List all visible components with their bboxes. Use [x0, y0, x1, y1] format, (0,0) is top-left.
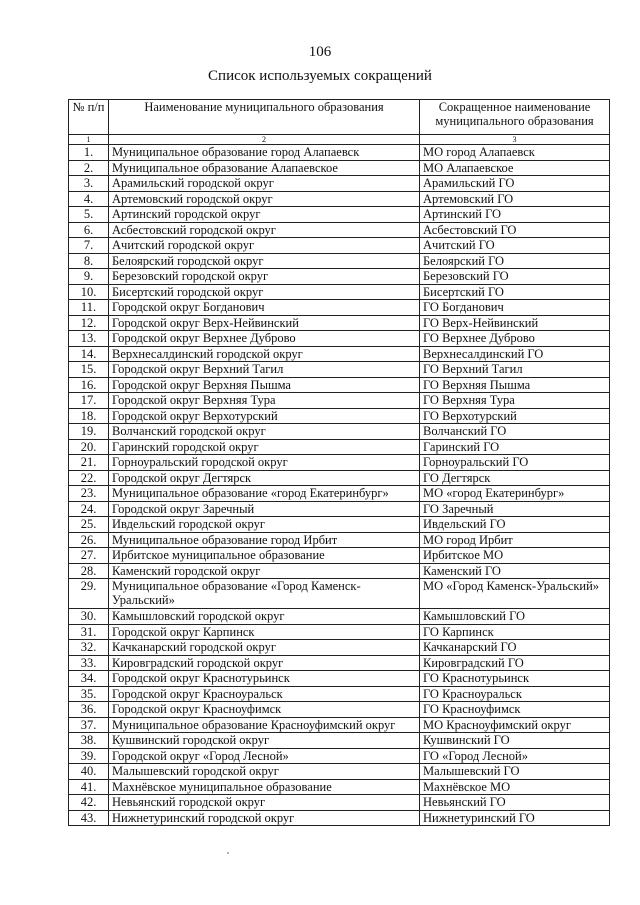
row-number: 41.: [69, 779, 109, 795]
row-number: 30.: [69, 609, 109, 625]
municipality-name: Муниципальное образование город Алапаевск: [109, 145, 420, 161]
row-number: 15.: [69, 362, 109, 378]
short-name: Асбестовский ГО: [420, 222, 610, 238]
municipality-name: Нижнетуринский городской округ: [109, 810, 420, 826]
table-body: [69, 145, 610, 826]
row-number: 8.: [69, 253, 109, 269]
header-name: Наименование муниципального образования: [109, 100, 420, 135]
row-number: 28.: [69, 563, 109, 579]
short-name: Белоярский ГО: [420, 253, 610, 269]
table-row: [69, 717, 610, 733]
column-number: 2: [109, 135, 420, 145]
municipality-name: Городской округ Богданович: [109, 300, 420, 316]
row-number: 3.: [69, 176, 109, 192]
row-number: 14.: [69, 346, 109, 362]
municipality-name: Городской округ Верхнее Дуброво: [109, 331, 420, 347]
row-number: 17.: [69, 393, 109, 409]
row-number: 26.: [69, 532, 109, 548]
short-name: Невьянский ГО: [420, 795, 610, 811]
column-number: 1: [69, 135, 109, 145]
short-name: Кушвинский ГО: [420, 733, 610, 749]
municipality-name: Городской округ Верх-Нейвинский: [109, 315, 420, 331]
table-row: [69, 176, 610, 192]
table-row: [69, 764, 610, 780]
row-number: 38.: [69, 733, 109, 749]
municipality-name: Волчанский городской округ: [109, 424, 420, 440]
abbreviations-table: [68, 99, 610, 826]
municipality-name: Качканарский городской округ: [109, 640, 420, 656]
table-row: [69, 532, 610, 548]
table-row: [69, 455, 610, 471]
short-name: Бисертский ГО: [420, 284, 610, 300]
row-number: 10.: [69, 284, 109, 300]
table-row: [69, 222, 610, 238]
table-row: [69, 408, 610, 424]
row-number: 43.: [69, 810, 109, 826]
row-number: 33.: [69, 655, 109, 671]
row-number: 24.: [69, 501, 109, 517]
municipality-name: Ивдельский городской округ: [109, 517, 420, 533]
short-name: Березовский ГО: [420, 269, 610, 285]
table-row: [69, 501, 610, 517]
table-row: [69, 377, 610, 393]
table-row: [69, 624, 610, 640]
short-name: Артемовский ГО: [420, 191, 610, 207]
municipality-name: Муниципальное образование «город Екатеринбург»: [109, 486, 420, 502]
short-name: МО город Алапаевск: [420, 145, 610, 161]
table-row: [69, 779, 610, 795]
table-row: [69, 548, 610, 564]
municipality-name: Асбестовский городской округ: [109, 222, 420, 238]
row-number: 18.: [69, 408, 109, 424]
header-short-name: Сокращенное наименование муниципального образования: [420, 100, 610, 135]
table-row: [69, 733, 610, 749]
row-number: 21.: [69, 455, 109, 471]
short-name: ГО Заречный: [420, 501, 610, 517]
municipality-name: Городской округ Заречный: [109, 501, 420, 517]
short-name: Качканарский ГО: [420, 640, 610, 656]
table-row: [69, 393, 610, 409]
table-row: [69, 424, 610, 440]
municipality-name: Камышловский городской округ: [109, 609, 420, 625]
municipality-name: Горноуральский городской округ: [109, 455, 420, 471]
table-row: [69, 702, 610, 718]
short-name: Камышловский ГО: [420, 609, 610, 625]
row-number: 22.: [69, 470, 109, 486]
page-number: 106: [308, 44, 332, 60]
municipality-name: Городской округ Верхний Тагил: [109, 362, 420, 378]
table-row: [69, 331, 610, 347]
row-number: 12.: [69, 315, 109, 331]
municipality-name: Артинский городской округ: [109, 207, 420, 223]
municipality-name: Малышевский городской округ: [109, 764, 420, 780]
municipality-name: Городской округ «Город Лесной»: [109, 748, 420, 764]
short-name: Кировградский ГО: [420, 655, 610, 671]
short-name: Махнёвское МО: [420, 779, 610, 795]
row-number: 39.: [69, 748, 109, 764]
row-number: 27.: [69, 548, 109, 564]
short-name: МО город Ирбит: [420, 532, 610, 548]
short-name: ГО Краснотурьинск: [420, 671, 610, 687]
short-name: ГО Дегтярск: [420, 470, 610, 486]
municipality-name: Невьянский городской округ: [109, 795, 420, 811]
column-number: 3: [420, 135, 610, 145]
row-number: 35.: [69, 686, 109, 702]
short-name: ГО Верхотурский: [420, 408, 610, 424]
table-row: [69, 686, 610, 702]
row-number: 7.: [69, 238, 109, 254]
row-number: 6.: [69, 222, 109, 238]
header-number: № п/п: [69, 100, 109, 135]
municipality-name: Кушвинский городской округ: [109, 733, 420, 749]
table-row: [69, 362, 610, 378]
municipality-name: Верхнесалдинский городской округ: [109, 346, 420, 362]
short-name: Ивдельский ГО: [420, 517, 610, 533]
municipality-name: Белоярский городской округ: [109, 253, 420, 269]
short-name: Гаринский ГО: [420, 439, 610, 455]
short-name: ГО Богданович: [420, 300, 610, 316]
short-name: ГО Красноуфимск: [420, 702, 610, 718]
row-number: 31.: [69, 624, 109, 640]
short-name: Ирбитское МО: [420, 548, 610, 564]
row-number: 29.: [69, 579, 109, 609]
table-row: [69, 300, 610, 316]
table-header-row: [69, 100, 610, 135]
table-row: [69, 609, 610, 625]
row-number: 23.: [69, 486, 109, 502]
row-number: 13.: [69, 331, 109, 347]
municipality-name: Городской округ Верхняя Пышма: [109, 377, 420, 393]
row-number: 11.: [69, 300, 109, 316]
municipality-name: Арамильский городской округ: [109, 176, 420, 192]
table-row: [69, 315, 610, 331]
municipality-name: Муниципальное образование «Город Каменск-Уральский»: [109, 579, 420, 609]
table-row: [69, 795, 610, 811]
row-number: 9.: [69, 269, 109, 285]
municipality-name: Бисертский городской округ: [109, 284, 420, 300]
table-row: [69, 284, 610, 300]
row-number: 40.: [69, 764, 109, 780]
short-name: Верхнесалдинский ГО: [420, 346, 610, 362]
document-title: Список используемых сокращений: [208, 68, 432, 84]
row-number: 25.: [69, 517, 109, 533]
row-number: 2.: [69, 160, 109, 176]
table-row: [69, 145, 610, 161]
table-row: [69, 253, 610, 269]
table-row: [69, 563, 610, 579]
municipality-name: Ирбитское муниципальное образование: [109, 548, 420, 564]
short-name: ГО Карпинск: [420, 624, 610, 640]
row-number: 37.: [69, 717, 109, 733]
table-row: [69, 517, 610, 533]
row-number: 42.: [69, 795, 109, 811]
table-row: [69, 579, 610, 609]
municipality-name: Городской округ Верхняя Тура: [109, 393, 420, 409]
row-number: 36.: [69, 702, 109, 718]
table-row: [69, 486, 610, 502]
scan-speck: [227, 852, 229, 854]
municipality-name: Муниципальное образование Красноуфимский округ: [109, 717, 420, 733]
table-row: [69, 439, 610, 455]
table-row: [69, 470, 610, 486]
short-name: Арамильский ГО: [420, 176, 610, 192]
table-row: [69, 655, 610, 671]
municipality-name: Городской округ Краснотурьинск: [109, 671, 420, 687]
municipality-name: Каменский городской округ: [109, 563, 420, 579]
short-name: ГО Верхнее Дуброво: [420, 331, 610, 347]
short-name: МО «Город Каменск-Уральский»: [420, 579, 610, 609]
table-row: [69, 238, 610, 254]
table-row: [69, 346, 610, 362]
short-name: ГО Верхняя Пышма: [420, 377, 610, 393]
municipality-name: Городской округ Верхотурский: [109, 408, 420, 424]
table-row: [69, 269, 610, 285]
municipality-name: Муниципальное образование Алапаевское: [109, 160, 420, 176]
short-name: ГО Верхний Тагил: [420, 362, 610, 378]
municipality-name: Ачитский городской округ: [109, 238, 420, 254]
municipality-name: Артемовский городской округ: [109, 191, 420, 207]
short-name: ГО «Город Лесной»: [420, 748, 610, 764]
short-name: Волчанский ГО: [420, 424, 610, 440]
short-name: ГО Верх-Нейвинский: [420, 315, 610, 331]
row-number: 32.: [69, 640, 109, 656]
table-row: [69, 207, 610, 223]
municipality-name: Гаринский городской округ: [109, 439, 420, 455]
short-name: Малышевский ГО: [420, 764, 610, 780]
row-number: 5.: [69, 207, 109, 223]
table-row: [69, 191, 610, 207]
municipality-name: Городской округ Дегтярск: [109, 470, 420, 486]
row-number: 4.: [69, 191, 109, 207]
short-name: Артинский ГО: [420, 207, 610, 223]
short-name: ГО Красноуральск: [420, 686, 610, 702]
municipality-name: Городской округ Красноуфимск: [109, 702, 420, 718]
row-number: 1.: [69, 145, 109, 161]
municipality-name: Березовский городской округ: [109, 269, 420, 285]
short-name: ГО Верхняя Тура: [420, 393, 610, 409]
table-row: [69, 640, 610, 656]
table-row: [69, 810, 610, 826]
column-numbers-row: [69, 135, 610, 145]
row-number: 34.: [69, 671, 109, 687]
short-name: МО Алапаевское: [420, 160, 610, 176]
table-row: [69, 671, 610, 687]
municipality-name: Кировградский городской округ: [109, 655, 420, 671]
municipality-name: Махнёвское муниципальное образование: [109, 779, 420, 795]
row-number: 16.: [69, 377, 109, 393]
municipality-name: Городской округ Красноуральск: [109, 686, 420, 702]
row-number: 19.: [69, 424, 109, 440]
short-name: МО Красноуфимский округ: [420, 717, 610, 733]
municipality-name: Городской округ Карпинск: [109, 624, 420, 640]
short-name: Нижнетуринский ГО: [420, 810, 610, 826]
short-name: МО «город Екатеринбург»: [420, 486, 610, 502]
short-name: Горноуральский ГО: [420, 455, 610, 471]
table-row: [69, 748, 610, 764]
row-number: 20.: [69, 439, 109, 455]
short-name: Ачитский ГО: [420, 238, 610, 254]
short-name: Каменский ГО: [420, 563, 610, 579]
municipality-name: Муниципальное образование город Ирбит: [109, 532, 420, 548]
table-row: [69, 160, 610, 176]
